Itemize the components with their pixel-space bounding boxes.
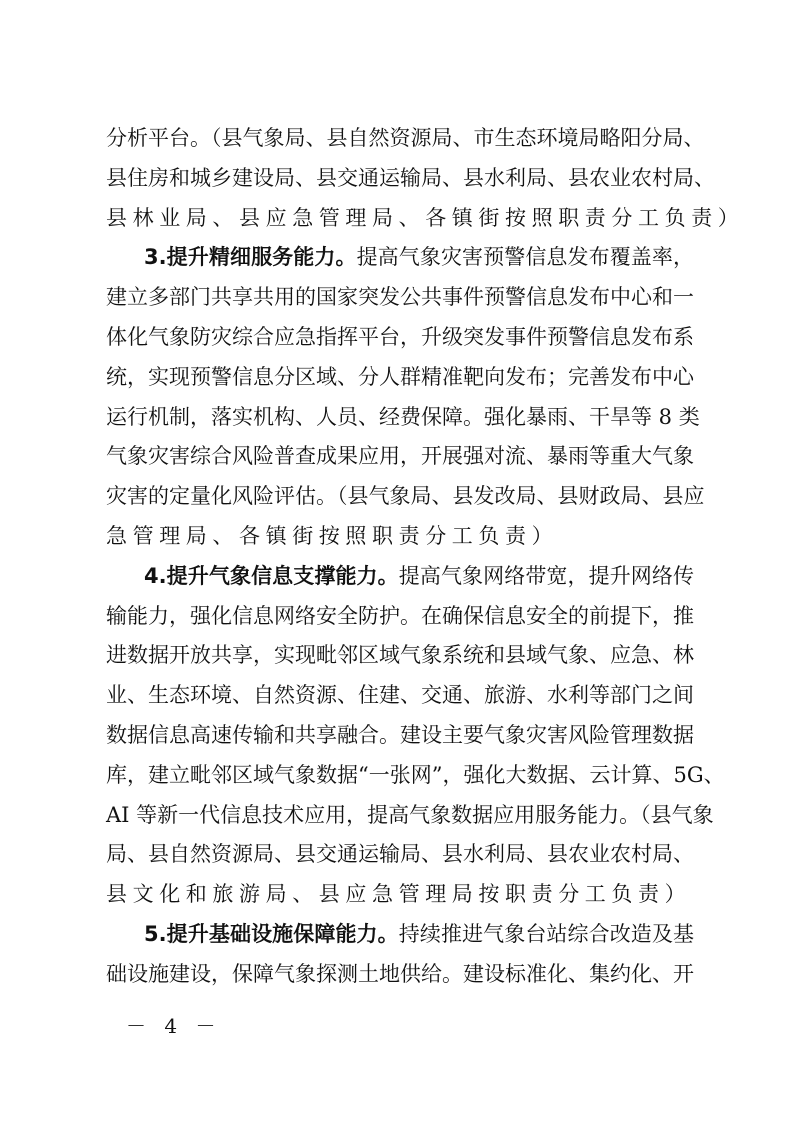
- line-text: 气象灾害综合风险普查成果应用，开展强对流、暴雨等重大气象: [106, 444, 694, 469]
- text-line: [106, 720, 694, 750]
- text-line: [106, 959, 694, 989]
- text-line: [106, 839, 694, 869]
- line-text: 体化气象防灾综合应急指挥平台，升级突发事件预警信息发布系: [106, 325, 694, 349]
- line-text: 统，实现预警信息分区域、分人群精准靶向发布；完善发布中心: [106, 364, 694, 389]
- text-line: [106, 680, 694, 710]
- line-text: 急管理局、各镇街按照职责分工负责）: [106, 524, 559, 548]
- text-line: [106, 203, 745, 233]
- bold-heading: 5.提升基础设施保障能力。: [144, 922, 399, 946]
- text-line: [106, 601, 694, 631]
- text-line: [106, 163, 715, 193]
- text-line: [106, 123, 705, 153]
- line-text: 业、生态环境、自然资源、住建、交通、旅游、水利等部门之间: [106, 683, 694, 708]
- line-text: 县林业局、县应急管理局、各镇街按照职责分工负责）: [106, 205, 745, 230]
- text-line: [106, 322, 694, 352]
- text-line: [106, 760, 725, 790]
- paragraph-heading-line: [144, 561, 694, 591]
- bold-heading: 4.提升气象信息支撑能力。: [144, 563, 399, 588]
- line-text: 进数据开放共享，实现毗邻区域气象系统和县域气象、应急、林: [106, 643, 694, 668]
- line-text: 数据信息高速传输和共享融合。建设主要气象灾害风险管理数据: [106, 723, 694, 747]
- line-text: 灾害的定量化风险评估。（县气象局、县发改局、县财政局、县应: [106, 484, 705, 509]
- paragraph-heading-line: [144, 242, 694, 272]
- line-text: 提高气象灾害预警信息发布覆盖率，: [356, 245, 695, 270]
- bold-heading: 3.提升精细服务能力。: [144, 245, 357, 270]
- line-text: AI 等新一代信息技术应用，提高气象数据应用服务能力。（县气象: [106, 802, 714, 827]
- page-number: － 4 －: [126, 1014, 222, 1038]
- line-text: 建立多部门共享共用的国家突发公共事件预警信息发布中心和一: [106, 285, 694, 310]
- paragraph-heading-line: [144, 919, 694, 949]
- line-text: 县住房和城乡建设局、县交通运输局、县水利局、县农业农村局、: [106, 165, 715, 190]
- text-line: [106, 282, 694, 312]
- line-text: 县文化和旅游局、县应急管理局按职责分工负责）: [106, 882, 692, 907]
- text-line: [106, 800, 714, 830]
- text-line: [106, 521, 694, 551]
- line-text: 持续推进气象台站综合改造及基: [398, 922, 695, 946]
- text-line: [106, 879, 694, 909]
- line-text: 础设施建设，保障气象探测土地供给。建设标准化、集约化、开: [106, 961, 694, 986]
- line-text: 提高气象网络带宽，提升网络传: [398, 563, 695, 588]
- text-line: [106, 640, 694, 670]
- text-line: [106, 402, 700, 432]
- text-line: [106, 481, 705, 511]
- text-line: [106, 441, 694, 471]
- line-text: 输能力，强化信息网络安全防护。在确保信息安全的前提下，推: [106, 603, 694, 628]
- line-text: 库，建立毗邻区域气象数据“一张网”，强化大数据、云计算、5G、: [106, 762, 725, 787]
- line-text: 局、县自然资源局、县交通运输局、县水利局、县农业农村局、: [106, 842, 694, 867]
- text-line: [106, 362, 694, 392]
- line-text: 分析平台。（县气象局、县自然资源局、市生态环境局略阳分局、: [106, 126, 705, 150]
- line-text: 运行机制，落实机构、人员、经费保障。强化暴雨、干旱等 8 类: [106, 404, 700, 429]
